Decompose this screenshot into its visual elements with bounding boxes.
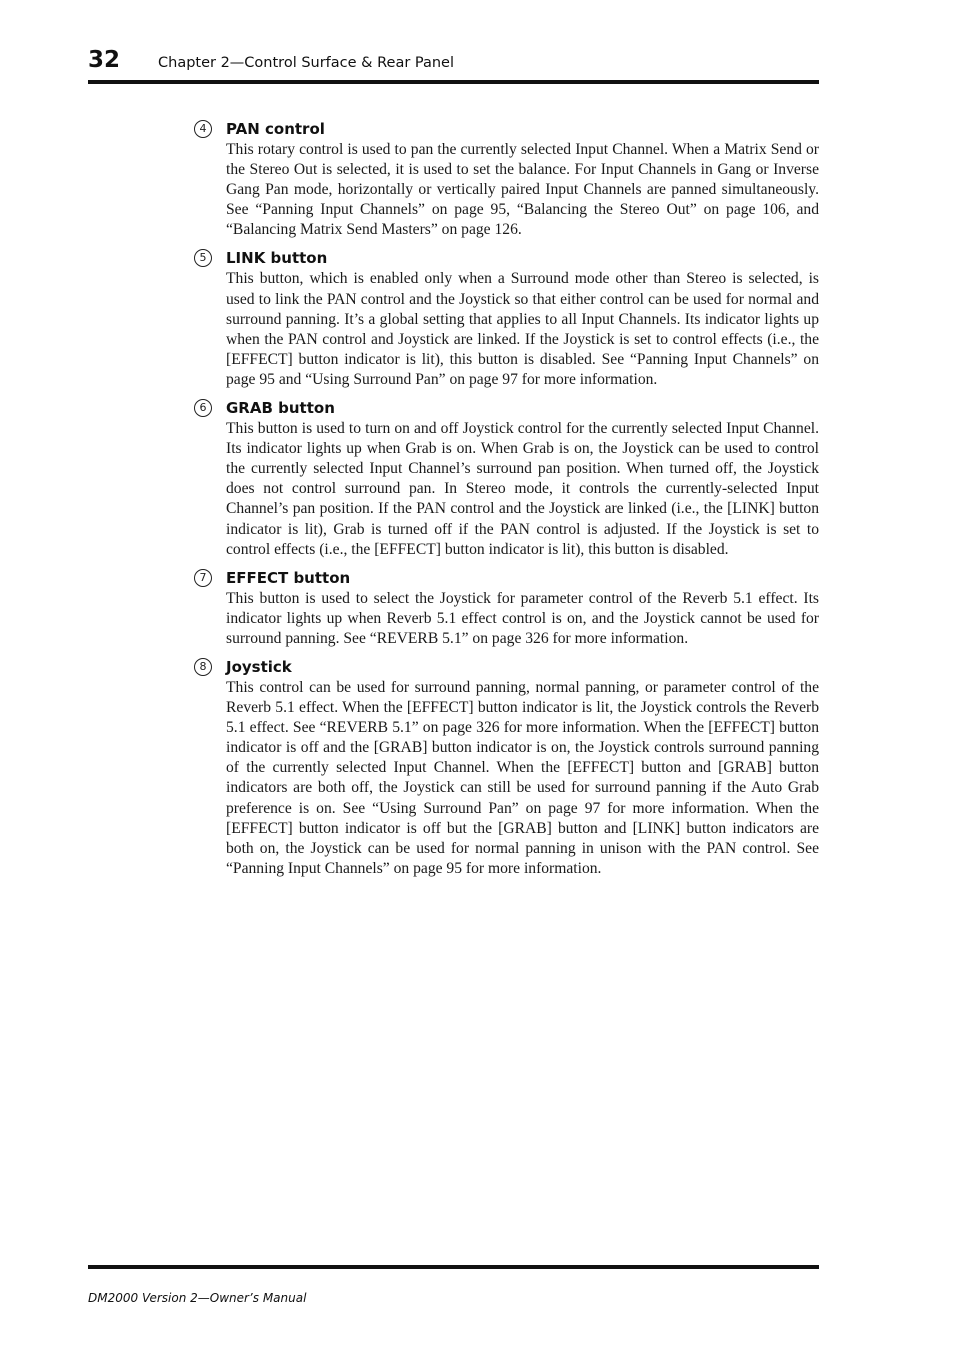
item-description: This rotary control is used to pan the currently selected Input Channel. When a Matrix Send or the Stereo Out is selected, it is used to set the balance. For Input Channels in Gang or Inverse Gang Pan mode, horizontally or vertically paired Input Channels are panned simultaneously. See “Panning Input Channels” on page 95, “Balancing the Stereo Out” on page 106, and “Balancing Matrix Send Masters” on page 126. — [226, 141, 819, 239]
footer-manual-title: DM2000 Version 2—Owner’s Manual — [88, 1291, 307, 1305]
item-title: GRAB button — [226, 399, 335, 418]
item-title: Joystick — [226, 657, 292, 676]
item-title: EFFECT button — [226, 568, 351, 587]
item-pan-control — [194, 118, 819, 240]
item-number-badge: 8 — [194, 658, 212, 676]
item-description: This control can be used for surround panning, normal panning, or parameter control of the Reverb 5.1 effect. When the [EFFECT] button indicator is lit, the Joystick controls the Reverb 5.1 effect. See “REVERB 5.1” on page 326 for more information. When the [EFFECT] button indicator is off and the [GRAB] button indicator is on, the Joystick controls surround panning of the currently selected Input Channel. When the [EFFECT] button and [GRAB] button indicators are both off, the Joystick can still be used for surround panning if the Auto Grab preference is on. See “Using Surround Pan” on page 97 for more information. When the [EFFECT] button indicator is off but the [GRAB] button and [LINK] button indicators are both on, the Joystick can be used for normal panning in unison with the PAN control. See “Panning Input Channels” on page 95 for more information. — [226, 678, 819, 877]
main-content — [194, 118, 819, 886]
page-number: 32 — [88, 47, 121, 73]
item-heading — [194, 397, 819, 419]
item-description: This button is used to select the Joystick for parameter control of the Reverb 5.1 effect. Its indicator lights up when Reverb 5.1 effect control is on, and the Joystick cannot be used for surround panning. See “REVERB 5.1” on page 326 for more information. — [226, 589, 819, 647]
item-description: This button is used to turn on and off Joystick control for the currently selected Input Channel. Its indicator lights up when Grab is on. When Grab is on, the Joystick can be used to control the currently selected Input Channel’s surround pan position. When turned off, the Joystick does not control surround pan. In Stereo mode, it controls the currently-selected Input Channel’s pan position. If the PAN control and the Joystick are linked (i.e., the [LINK] button indicator is lit), Grab is turned off if the PAN control is adjusted. If the Joystick is set to control effects (i.e., the [EFFECT] button indicator is lit), this button is disabled. — [226, 420, 819, 558]
item-heading — [194, 567, 819, 589]
item-description: This button, which is enabled only when a Surround mode other than Stereo is selected, is used to link the PAN control and the Joystick so that either control can be used for normal and surround panning. It’s a global setting that applies to all Input Channels. Its indicator lights up when the PAN control and Joystick are linked. If the Joystick is set to control effects (i.e., the [EFFECT] button indicator is lit), this button is disabled. See “Panning Input Channels” on page 95 and “Using Surround Pan” on page 97 for more information. — [226, 270, 819, 388]
item-joystick — [194, 656, 819, 879]
item-title: PAN control — [226, 120, 325, 138]
item-link-button — [194, 247, 819, 390]
item-grab-button — [194, 397, 819, 560]
header-rule — [88, 80, 819, 84]
item-title: LINK button — [226, 249, 328, 268]
item-number-badge: 6 — [194, 399, 212, 417]
item-number-badge: 7 — [194, 569, 212, 587]
item-number-badge: 4 — [194, 120, 212, 138]
page-header — [88, 44, 819, 84]
item-effect-button — [194, 567, 819, 649]
item-heading — [194, 118, 819, 140]
item-heading — [194, 656, 819, 678]
item-number-badge: 5 — [194, 249, 212, 267]
chapter-title: Chapter 2—Control Surface & Rear Panel — [158, 55, 455, 71]
item-heading — [194, 247, 819, 269]
footer-rule — [88, 1265, 819, 1269]
